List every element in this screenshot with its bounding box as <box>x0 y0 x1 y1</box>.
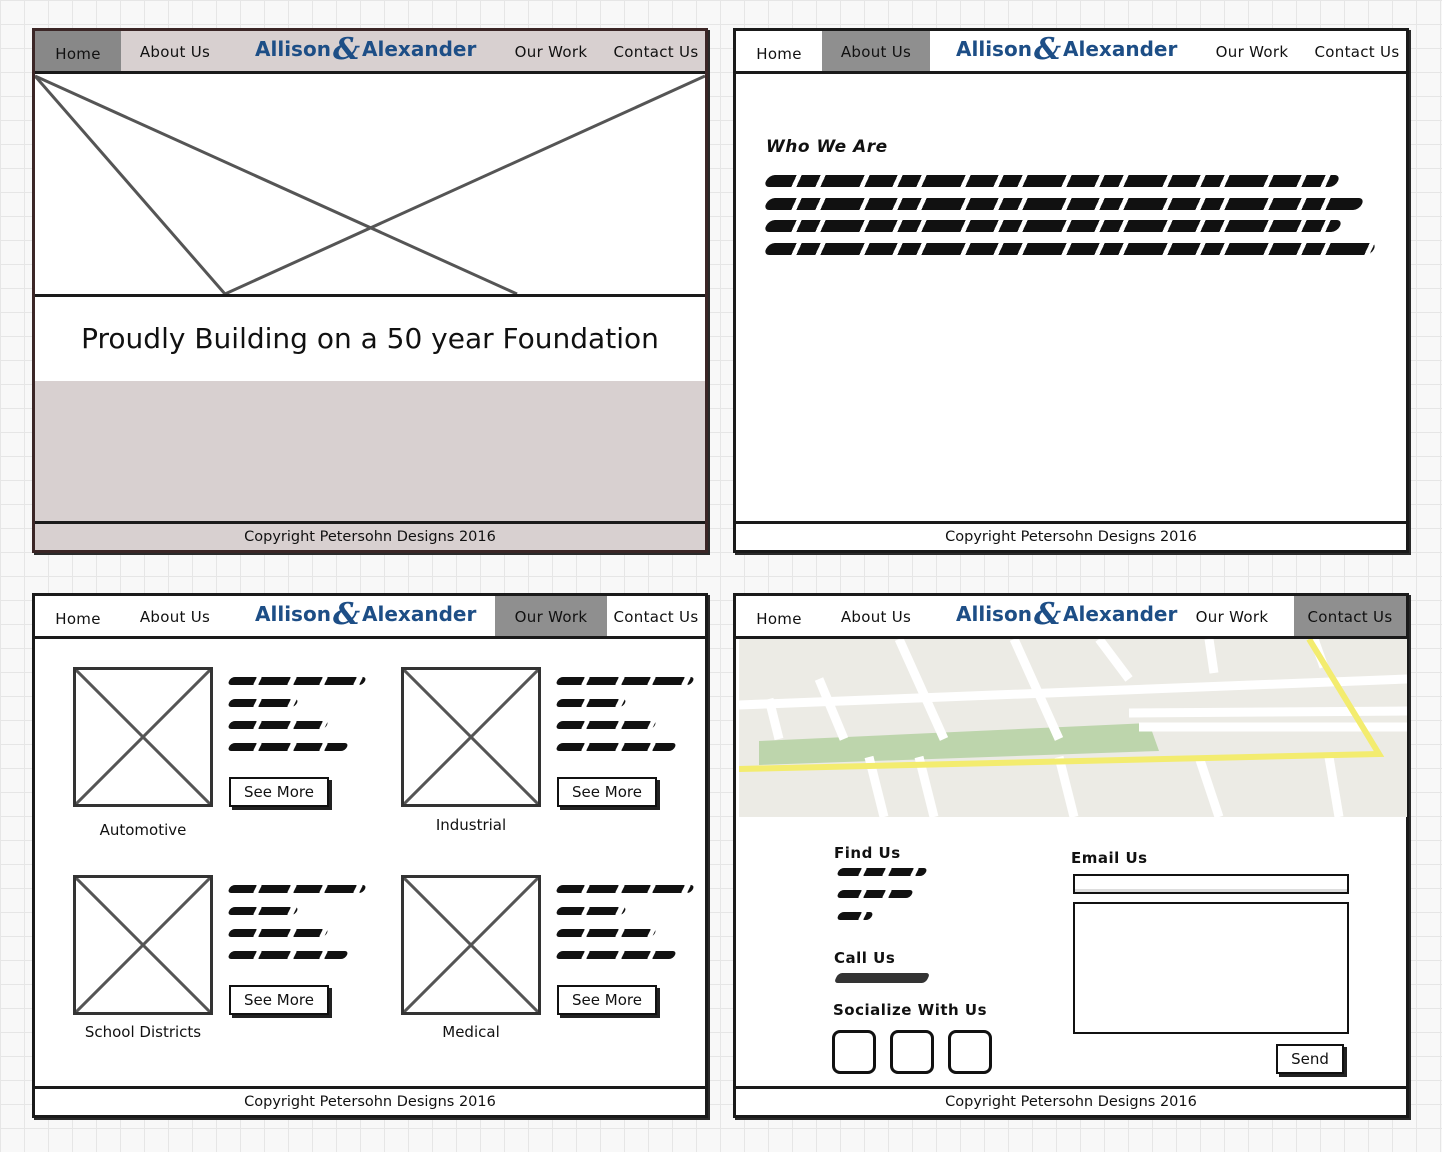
nav-bar <box>736 596 1406 639</box>
logo-second: Alexander <box>362 37 477 61</box>
placeholder-line <box>763 198 1365 210</box>
work-thumbnail[interactable] <box>73 875 213 1015</box>
see-more-button[interactable]: See More <box>557 985 657 1015</box>
work-card-caption: School Districts <box>84 1023 202 1041</box>
see-more-button[interactable]: See More <box>229 777 329 807</box>
image-placeholder-icon <box>76 878 210 1012</box>
placeholder-line <box>763 220 1343 232</box>
nav-about[interactable]: About Us <box>139 608 211 626</box>
nav-contact[interactable]: Contact Us <box>613 43 699 61</box>
about-page-wireframe <box>733 28 1409 553</box>
footer: Copyright Petersohn Designs 2016 <box>35 1086 705 1115</box>
work-card-caption: Medical <box>442 1023 500 1041</box>
work-thumbnail[interactable] <box>73 667 213 807</box>
logo-second: Alexander <box>362 602 477 626</box>
placeholder-line <box>227 721 329 729</box>
logo-first: Allison <box>956 602 1032 626</box>
see-more-button[interactable]: See More <box>557 777 657 807</box>
nav-work[interactable]: Our Work <box>1195 608 1269 626</box>
nav-home[interactable]: Home <box>756 45 802 63</box>
work-thumbnail[interactable] <box>401 667 541 807</box>
find-us-label: Find Us <box>834 844 901 862</box>
placeholder-line <box>555 721 657 729</box>
nav-home[interactable]: Home <box>55 610 101 628</box>
see-more-button[interactable]: See More <box>229 985 329 1015</box>
placeholder-line <box>836 890 914 898</box>
call-us-label: Call Us <box>834 949 896 967</box>
placeholder-line <box>555 743 677 751</box>
hero-image-placeholder <box>35 74 705 294</box>
placeholder-line <box>227 951 349 959</box>
home-page-wireframe <box>32 28 708 553</box>
logo-ampersand: & <box>332 32 361 67</box>
nav-bar <box>736 31 1406 74</box>
nav-work[interactable]: Our Work <box>514 43 588 61</box>
nav-about[interactable]: About Us <box>840 608 912 626</box>
map-graphic <box>739 639 1407 817</box>
work-page-wireframe <box>32 593 708 1118</box>
site-logo[interactable] <box>956 32 1178 69</box>
nav-home[interactable]: Home <box>756 610 802 628</box>
site-logo[interactable] <box>255 597 477 634</box>
logo-ampersand: & <box>1033 32 1062 67</box>
social-icon[interactable] <box>832 1030 876 1074</box>
content-panel <box>35 381 705 524</box>
logo-ampersand: & <box>332 597 361 632</box>
placeholder-text-block <box>766 175 1380 265</box>
placeholder-phone <box>834 973 931 983</box>
nav-contact[interactable]: Contact Us <box>1314 43 1400 61</box>
placeholder-line <box>555 885 695 893</box>
work-card-caption: Automotive <box>99 821 187 839</box>
placeholder-line <box>227 907 299 915</box>
nav-bar <box>35 596 705 639</box>
work-card-automotive <box>73 667 373 867</box>
placeholder-line <box>227 677 367 685</box>
placeholder-line <box>227 743 349 751</box>
contact-page-wireframe <box>733 593 1409 1118</box>
site-logo[interactable] <box>255 32 477 69</box>
placeholder-line <box>555 699 627 707</box>
placeholder-line <box>555 677 695 685</box>
nav-work[interactable]: Our Work <box>495 596 607 636</box>
footer: Copyright Petersohn Designs 2016 <box>35 521 705 550</box>
placeholder-line <box>555 951 677 959</box>
nav-work[interactable]: Our Work <box>1215 43 1289 61</box>
email-field[interactable] <box>1073 874 1349 894</box>
image-placeholder-icon <box>35 74 705 294</box>
logo-second: Alexander <box>1063 37 1178 61</box>
nav-about[interactable]: About Us <box>139 43 211 61</box>
site-logo[interactable] <box>956 597 1178 634</box>
placeholder-line <box>227 929 329 937</box>
placeholder-line <box>836 912 874 920</box>
nav-contact[interactable]: Contact Us <box>1294 596 1406 636</box>
logo-first: Allison <box>956 37 1032 61</box>
work-card-caption: Industrial <box>435 816 507 834</box>
work-thumbnail[interactable] <box>401 875 541 1015</box>
about-heading: Who We Are <box>766 137 888 157</box>
placeholder-line <box>836 868 928 876</box>
nav-home[interactable]: Home <box>35 31 121 71</box>
socialize-label: Socialize With Us <box>833 1001 988 1019</box>
placeholder-line <box>763 243 1377 255</box>
image-placeholder-icon <box>404 670 538 804</box>
logo-second: Alexander <box>1063 602 1178 626</box>
hero-tagline: Proudly Building on a 50 year Foundation <box>35 294 705 384</box>
send-button[interactable]: Send <box>1276 1044 1344 1074</box>
location-map[interactable] <box>739 639 1407 817</box>
logo-first: Allison <box>255 37 331 61</box>
placeholder-line <box>555 907 627 915</box>
image-placeholder-icon <box>404 878 538 1012</box>
work-card-school-districts <box>73 875 373 1075</box>
placeholder-line <box>763 175 1341 187</box>
nav-contact[interactable]: Contact Us <box>613 608 699 626</box>
email-us-label: Email Us <box>1071 849 1148 867</box>
logo-ampersand: & <box>1033 597 1062 632</box>
placeholder-line <box>227 885 367 893</box>
social-icon[interactable] <box>890 1030 934 1074</box>
work-card-medical <box>401 875 701 1075</box>
footer: Copyright Petersohn Designs 2016 <box>736 1086 1406 1115</box>
nav-about[interactable]: About Us <box>822 31 930 71</box>
placeholder-line <box>227 699 299 707</box>
message-textarea[interactable] <box>1073 902 1349 1034</box>
placeholder-line <box>555 929 657 937</box>
nav-bar <box>35 31 705 74</box>
social-icon[interactable] <box>948 1030 992 1074</box>
logo-first: Allison <box>255 602 331 626</box>
image-placeholder-icon <box>76 670 210 804</box>
work-card-industrial <box>401 667 701 867</box>
footer: Copyright Petersohn Designs 2016 <box>736 521 1406 550</box>
